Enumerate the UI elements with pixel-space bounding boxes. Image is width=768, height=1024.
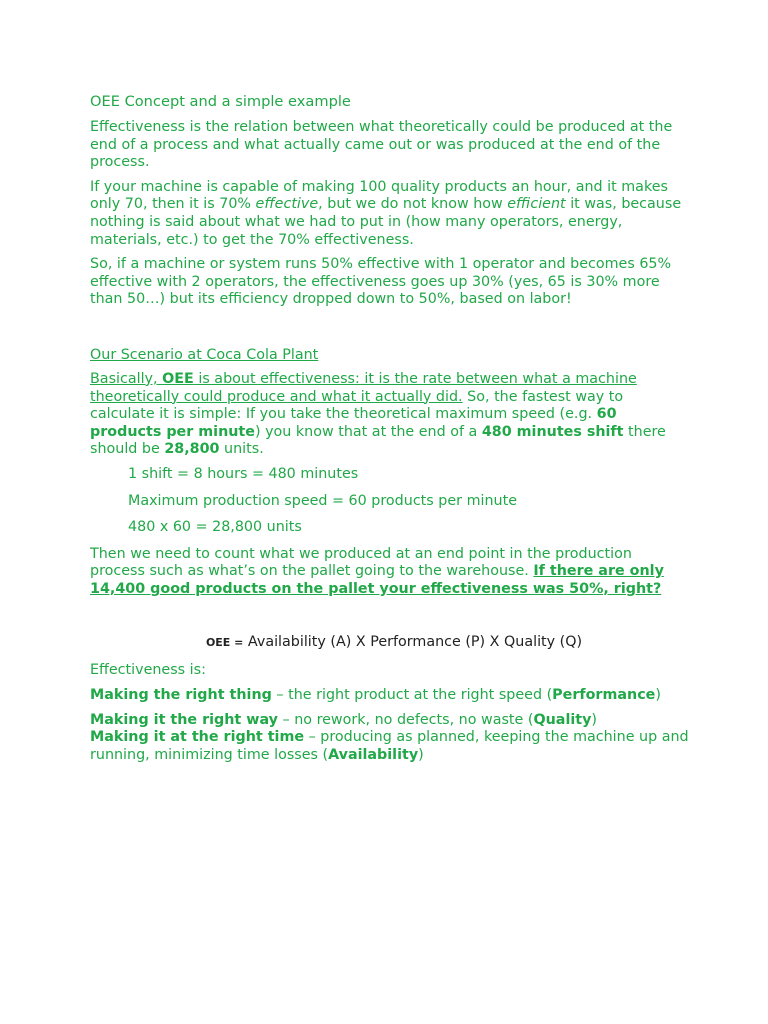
oee-formula [90,634,690,650]
list-item-quality [90,712,690,730]
page-title: OEE Concept and a simple example [90,93,351,110]
text-run: Basically, [90,370,163,387]
document-body [90,92,690,771]
text-run: ) [418,746,424,763]
formula-label: OEE = [205,636,244,650]
item-heading: Making the right thing [90,687,272,704]
text-run: So, the fastest way to calculate it is simple: If you take the theoretical maximum speed (e.g. [90,388,624,423]
calc-line-shift: 1 shift = 8 hours = 480 minutes [128,465,359,482]
section-heading-scenario: Our Scenario at Coca Cola Plant [90,346,319,363]
item-key: Availability [328,746,419,763]
emphasis-efficient: efficient [507,196,566,213]
text-run: – producing as planned, keeping the machine up and running, minimizing time losses ( [90,729,689,763]
text-run: is about effectiveness: it is the rate between what a machine theoretically could produce and what it actually did. [90,370,637,405]
calc-line-speed: Maximum production speed = 60 products per minute [128,492,517,509]
text-run: it was, because nothing is said about what we had to put in (how many operators, energy, materials, etc.) to get the 70% effectiveness. [90,196,682,248]
text-run: If your machine is capable of making 100 quality products an hour, and it makes only 70, then it is 70% [90,178,668,213]
bold-oee: OEE [162,370,194,387]
paragraph-machine-example [90,179,690,249]
text-run: units. [219,441,264,458]
paragraph-operators-example: So, if a machine or system runs 50% effective with 1 operator and becomes 65% effective with 2 operators, the effectiveness goes up 30% (yes, 65 is 30% more than 50…) but its efficiency dropped down to 50%, based on labor! [90,256,672,308]
text-run: ) you know that at the end of a [254,423,482,440]
text-run: ) [591,711,597,728]
bold-units: 28,800 [164,441,220,458]
paragraph-effectiveness-definition: Effectiveness is the relation between what theoretically could be produced at the end of a process and what actually came out or was produced at the end of the process. [90,119,673,171]
item-heading: Making it the right way [90,711,278,728]
bold-shift: 480 minutes shift [481,423,624,440]
effectiveness-is-label: Effectiveness is: [90,662,206,679]
item-key: Quality [533,711,592,728]
paragraph-scenario [90,371,690,459]
text-run: , but we do not know how [318,196,508,213]
bold-underlined-conclusion: If there are only 14,400 good products on the pallet your effectiveness was 50%, right? [90,563,664,597]
text-run: there should be [90,423,666,458]
text-run: – no rework, no defects, no waste ( [277,711,534,728]
calc-line-total: 480 x 60 = 28,800 units [128,519,302,536]
text-run: – the right product at the right speed ( [271,687,553,704]
item-heading: Making it at the right time [90,729,305,746]
list-item-performance [90,687,690,705]
text-run: Then we need to count what we produced at an end point in the production process such as what’s on the pallet going to the warehouse. [90,545,632,580]
paragraph-count-production [90,546,690,599]
text-run: ) [655,687,661,704]
item-key: Performance [552,687,656,704]
list-item-availability [90,729,690,764]
formula-text: Availability (A) X Performance (P) X Quality (Q) [247,634,583,651]
bold-speed: 60 products per minute [90,406,617,440]
emphasis-effective: effective [255,196,319,213]
